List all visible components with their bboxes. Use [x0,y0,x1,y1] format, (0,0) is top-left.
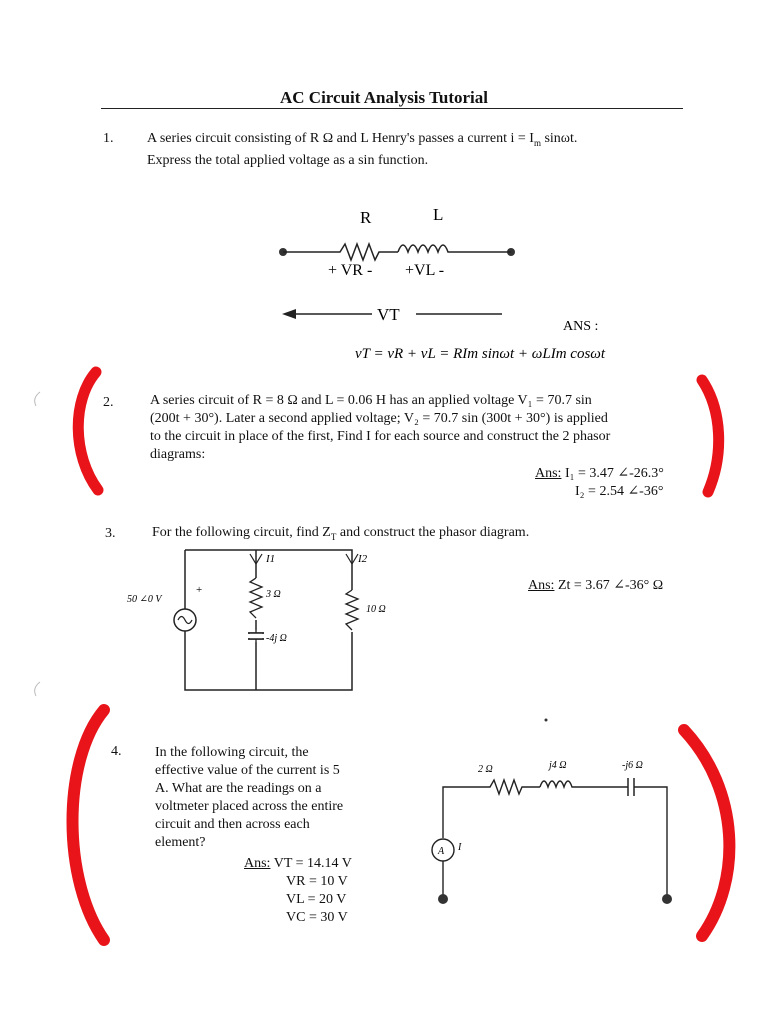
q2-line4: diagrams: [150,447,206,462]
q4-number: 4. [111,744,122,759]
q3-plus: + [196,584,203,596]
q3-c1-label: -4j Ω [266,633,287,644]
q1-vt-label: VT [377,305,400,324]
q2-ans1: I₁ = 3.47 ∠-26.3° [564,466,664,481]
q4-left-bracket [73,710,105,940]
q3-line1-end: and construct the phasor diagram. [336,525,530,540]
q3-r2-label: 10 Ω [366,604,386,615]
q2-left-bracket [78,372,98,490]
q4-line: A. What are the readings on a [155,781,322,796]
q4-line: circuit and then across each [155,817,310,832]
q4-ans-vl: VL = 20 V [286,892,347,907]
q4-line: element? [155,835,206,850]
q4-ans-label: Ans: [244,856,271,871]
q1-line2: Express the total applied voltage as a sin function. [147,152,429,168]
q2-right-bracket [702,380,719,492]
q4-line: effective value of the current is 5 [155,763,340,778]
q1-vl-label: +VL - [405,262,445,279]
q4-line: In the following circuit, the [155,745,309,760]
q4-ammeter-label: A [438,846,445,857]
q3-ans-label: Ans: [528,578,555,593]
q3-line1: For the following circuit, find Z [152,525,331,540]
q1-ans-equation: vT = vR + vL = RIm sinωt + ωLIm cosωt [355,346,606,362]
q2-line2: (200t + 30°). Later a second applied voltage; V₂ = 70.7 sin (300t + 30°) is applied [150,411,608,426]
q2-number: 2. [103,395,114,410]
stray-dot [545,719,548,722]
q2-line3: to the circuit in place of the first, Find I for each source and construct the 2 phasor [150,429,611,444]
q2-ans-label: Ans: [535,466,562,481]
q3-ans: Zt = 3.67 ∠-36° Ω [557,578,664,593]
q1-r-label: R [360,208,372,227]
q3-source-label: 50 ∠0 V [127,594,162,605]
page-title: AC Circuit Analysis Tutorial [280,88,488,107]
q4-l-label: j4 Ω [549,760,567,771]
q4-c-label: -j6 Ω [622,760,643,771]
q4-ans-vc: VC = 30 V [286,910,348,925]
q1-vr-label: + VR - [328,262,373,279]
q4-right-bracket [684,730,729,936]
q4-line: voltmeter placed across the entire [155,799,344,814]
q1-l-label: L [433,205,444,224]
q4-current-label: I [458,842,462,853]
q1-line1-sub: m [533,137,541,148]
q3-r1-label: 3 Ω [266,589,281,600]
q3-line1-sub: T [330,531,337,542]
q2-line1: A series circuit of R = 8 Ω and L = 0.06 H has an applied voltage V₁ = 70.7 sin [150,393,592,408]
q3-number: 3. [105,526,116,541]
q4-r-label: 2 Ω [478,764,493,775]
q3-i2-label: I2 [358,553,368,565]
q1-line1-end: sinωt. [540,131,578,146]
q1-line1: A series circuit consisting of R Ω and L Henry's passes a current i = I [147,131,534,146]
q3-i1-label: I1 [266,553,276,565]
stray-mark [35,682,40,696]
q4-ans-vr: VR = 10 V [286,874,348,889]
q1-ans-label: ANS : [563,319,599,334]
q4-ans-vt: VT = 14.14 V [273,856,352,871]
stray-mark [35,392,40,406]
q2-ans2: I₂ = 2.54 ∠-36° [575,484,664,499]
q1-number: 1. [103,131,114,146]
